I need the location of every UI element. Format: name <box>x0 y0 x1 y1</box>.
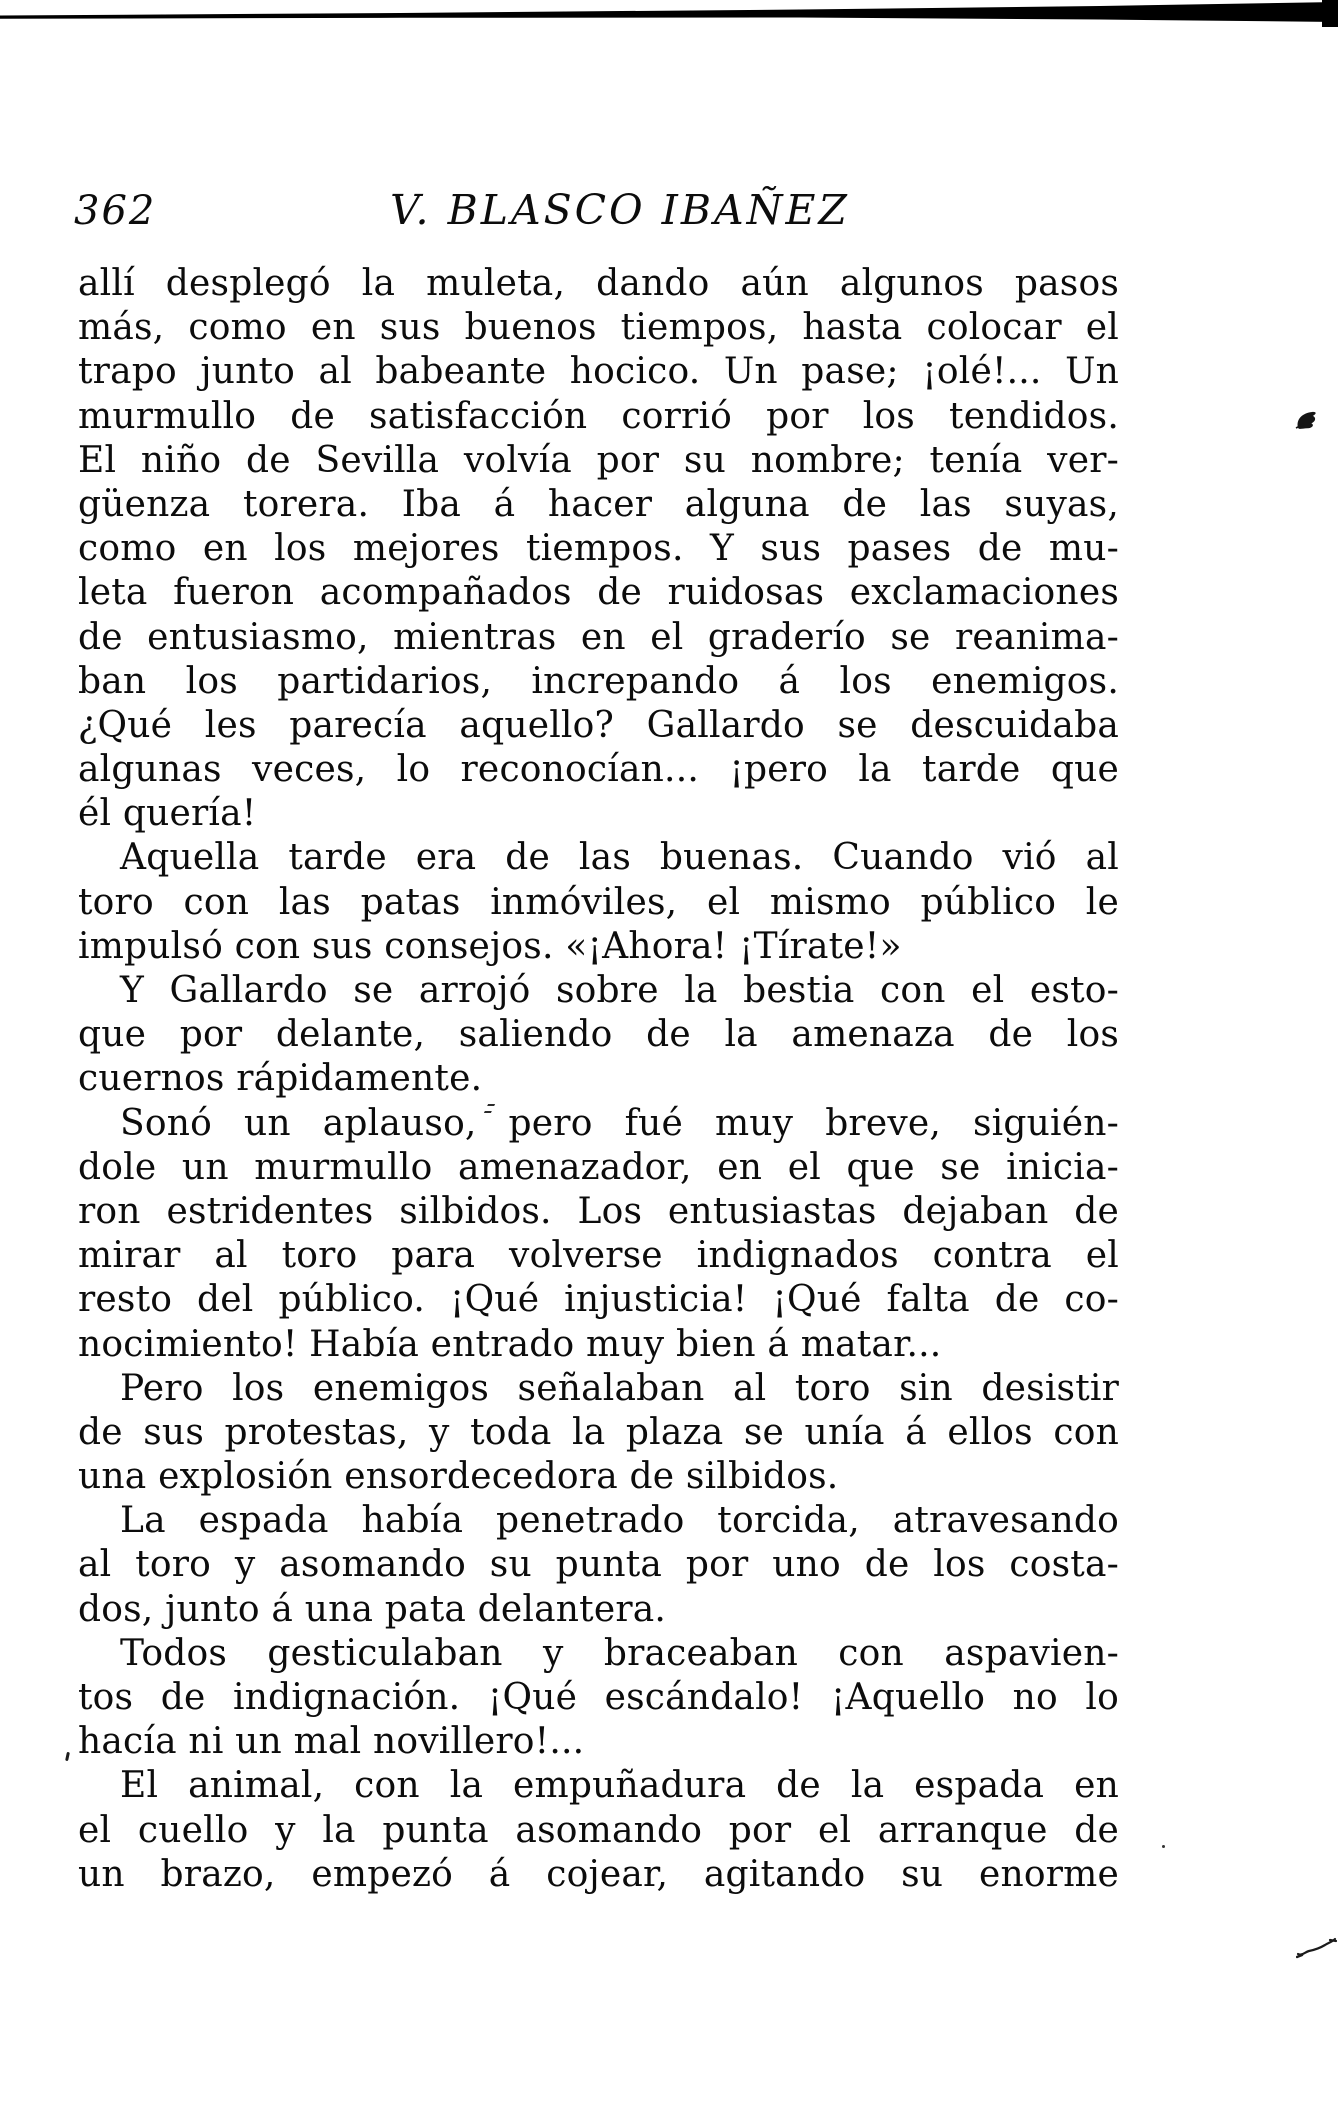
text-line: de entusiasmo, mientras en el graderío se reanima- <box>78 616 1119 658</box>
text-line: ban los partidarios, increpando á los enemigos. <box>78 660 1119 702</box>
text-line: ¿Qué les parecía aquello? Gallardo se descuidaba <box>78 704 1119 746</box>
ink-speck-artifact <box>65 1752 70 1761</box>
text-line: al toro y asomando su punta por uno de los costa- <box>78 1544 1119 1586</box>
text-line: La espada había penetrado torcida, atravesando <box>120 1500 1119 1542</box>
text-line: de sus protestas, y toda la plaza se unía á ellos con <box>78 1411 1119 1453</box>
text-line: él quería! <box>78 793 257 835</box>
text-line: un brazo, empezó á cojear, agitando su enorme <box>78 1853 1119 1895</box>
text-line: que por delante, saliendo de la amenaza de los <box>78 1014 1119 1056</box>
pen-squiggle-artifact <box>1296 1934 1338 1960</box>
text-line: Todos gesticulaban y braceaban con aspavien- <box>120 1632 1119 1674</box>
text-line: dole un murmullo amenazador, en el que se inicia- <box>78 1146 1119 1188</box>
ink-blot-artifact <box>1294 408 1322 436</box>
text-line: algunas veces, lo reconocían... ¡pero la tarde que <box>78 749 1119 791</box>
text-line: cuernos rápidamente. <box>78 1058 483 1100</box>
text-line: El animal, con la empuñadura de la espada en <box>120 1765 1119 1807</box>
text-line: güenza torera. Iba á hacer alguna de las suyas, <box>78 483 1119 525</box>
text-line: impulsó con sus consejos. «¡Ahora! ¡Tírate!» <box>78 925 902 967</box>
text-line: Pero los enemigos señalaban al toro sin desistir <box>120 1367 1119 1409</box>
text-line: trapo junto al babeante hocico. Un pase; ¡olé!... Un <box>78 351 1119 393</box>
text-line: como en los mejores tiempos. Y sus pases de mu- <box>78 528 1119 570</box>
text-line: más, como en sus buenos tiempos, hasta colocar el <box>78 307 1119 349</box>
running-header: V. BLASCO IBAÑEZ <box>390 186 850 234</box>
text-line: ron estridentes silbidos. Los entusiastas dejaban de <box>78 1190 1119 1232</box>
text-line: tos de indignación. ¡Qué escándalo! ¡Aquello no lo <box>78 1677 1119 1718</box>
text-line: el cuello y la punta asomando por el arranque de <box>78 1809 1119 1851</box>
text-line: El niño de Sevilla volvía por su nombre; tenía ver- <box>78 439 1119 481</box>
text-line: nocimiento! Había entrado muy bien á matar... <box>78 1323 942 1365</box>
text-line: mirar al toro para volverse indignados contra el <box>78 1235 1119 1277</box>
text-line: hacía ni un mal novillero!... <box>78 1721 585 1763</box>
text-line: Y Gallardo se arrojó sobre la bestia con el esto- <box>120 970 1119 1011</box>
page-text <box>78 262 1119 1897</box>
text-line: leta fueron acompañados de ruidosas exclamaciones <box>78 572 1119 614</box>
text-line: allí desplegó la muleta, dando aún algunos pasos <box>78 263 1119 304</box>
text-line: una explosión ensordecedora de silbidos. <box>78 1456 839 1498</box>
text-line: Aquella tarde era de las buenas. Cuando vió al <box>120 837 1119 879</box>
text-line: resto del público. ¡Qué injusticia! ¡Qué falta de co- <box>78 1279 1119 1321</box>
ink-speck-artifact <box>1162 1845 1165 1848</box>
text-line: murmullo de satisfacción corrió por los tendidos. <box>78 395 1119 437</box>
text-line: toro con las patas inmóviles, el mismo público le <box>78 881 1119 923</box>
scan-edge-artifact <box>0 0 1338 32</box>
text-line: dos, junto á una pata delantera. <box>78 1588 667 1630</box>
page-number: 362 <box>74 188 157 234</box>
text-line: Sonó un aplauso, pero fué muy breve, siguién- <box>120 1102 1119 1144</box>
